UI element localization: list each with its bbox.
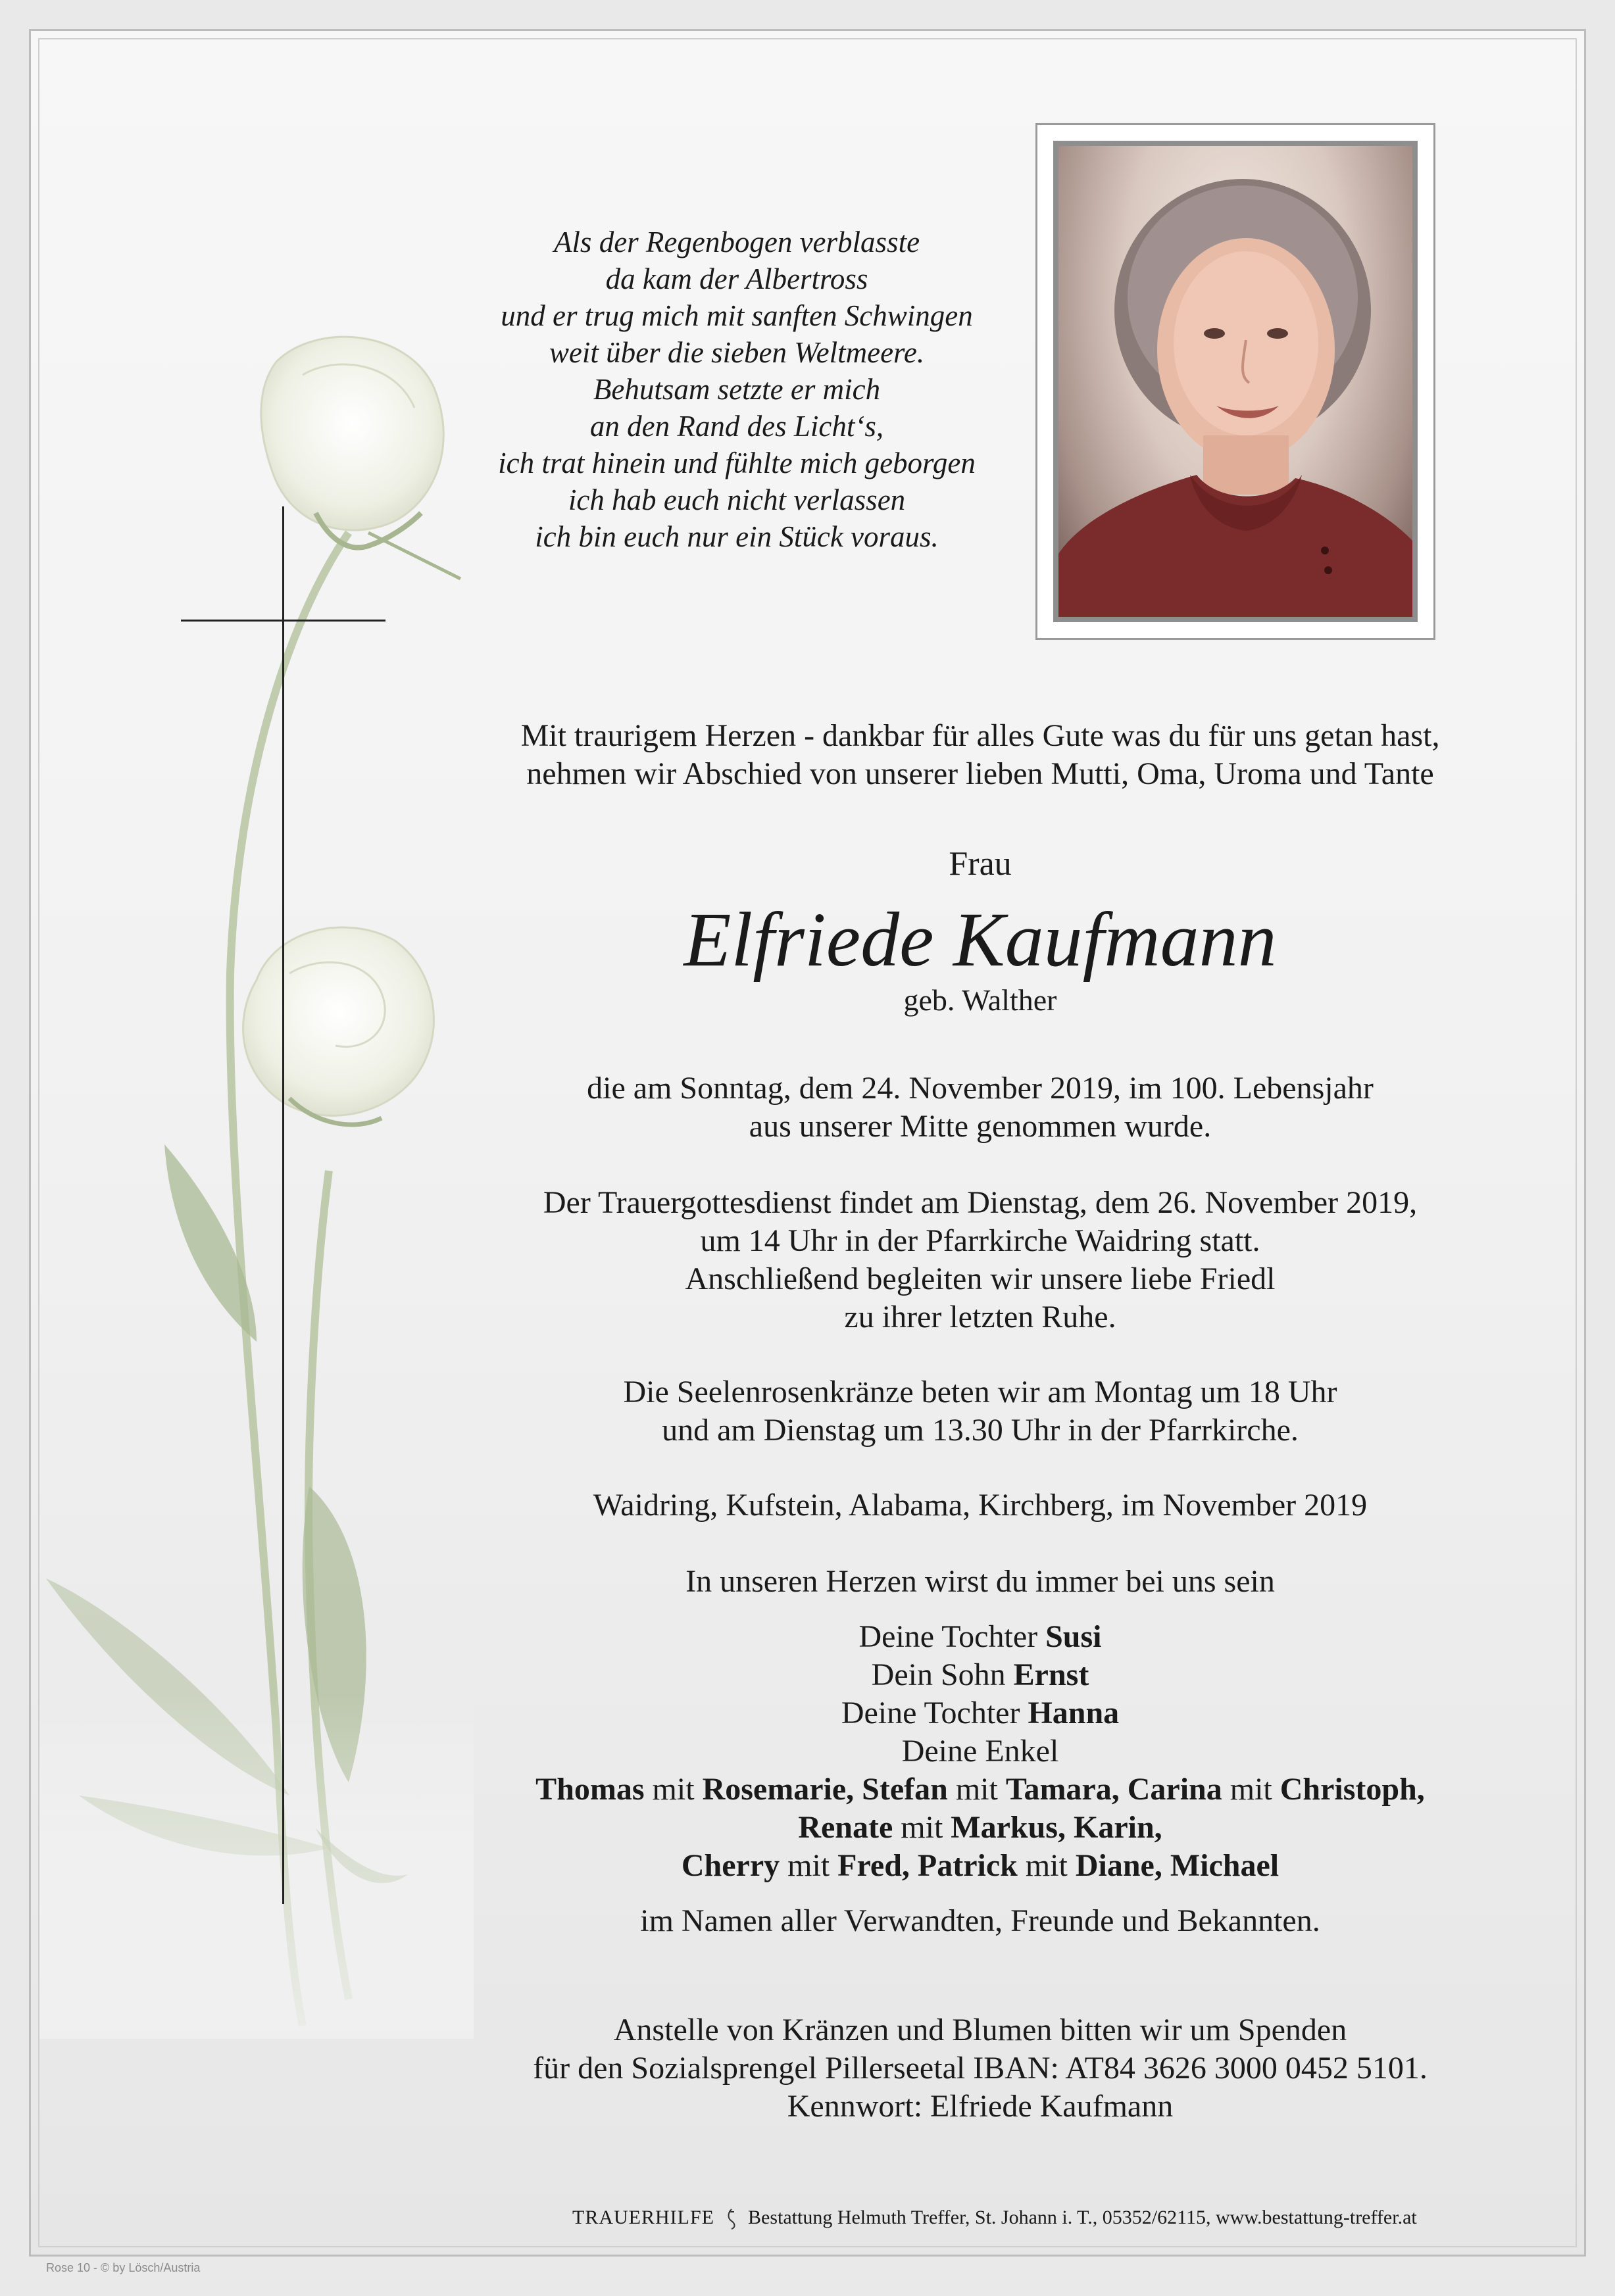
service-info bbox=[421, 1184, 1539, 1336]
family-name: Hanna bbox=[1028, 1696, 1120, 1730]
relatives-line bbox=[421, 1902, 1539, 1940]
poem-line: weit über die sieben Weltmeere. bbox=[549, 336, 925, 369]
cross-horizontal-bar bbox=[181, 620, 385, 622]
poem-line: da kam der Albertross bbox=[605, 262, 868, 295]
mit-word: mit bbox=[787, 1848, 830, 1883]
death-notice-line: die am Sonntag, dem 24. November 2019, im 100. Lebensjahr bbox=[587, 1071, 1374, 1106]
white-rose-illustration bbox=[39, 316, 474, 2039]
partner-name: Fred, Patrick bbox=[837, 1848, 1018, 1883]
service-line: zu ihrer letzten Ruhe. bbox=[844, 1300, 1116, 1334]
deceased-name: Elfriede Kaufmann bbox=[683, 896, 1277, 983]
rosary-line: Die Seelenrosenkränze beten wir am Montag um 18 Uhr bbox=[623, 1375, 1337, 1409]
poem-line: Behutsam setzte er mich bbox=[593, 373, 881, 406]
poem-line: Als der Regenbogen verblasste bbox=[553, 226, 920, 258]
partner-name: Markus, Karin, bbox=[951, 1810, 1162, 1845]
donation-line: Anstelle von Kränzen und Blumen bitten wir um Spenden bbox=[613, 2013, 1347, 2047]
place-date bbox=[421, 1486, 1539, 1525]
family-line bbox=[421, 1694, 1539, 1732]
mit-word: mit bbox=[652, 1772, 695, 1807]
rosary-line: und am Dienstag um 13.30 Uhr in der Pfarrkirche. bbox=[662, 1413, 1299, 1448]
death-notice-line: aus unserer Mitte genommen wurde. bbox=[749, 1109, 1212, 1144]
portrait-photo bbox=[1053, 141, 1418, 622]
poem-line: ich hab euch nicht verlassen bbox=[568, 483, 906, 516]
cross-vertical-bar bbox=[282, 506, 284, 1904]
family-line bbox=[421, 1656, 1539, 1694]
donation-line: für den Sozialsprengel Pillerseetal IBAN: AT84 3626 3000 0452 5101. bbox=[533, 2051, 1428, 2086]
partner-name: Rosemarie, bbox=[702, 1772, 855, 1807]
poem-line: ich trat hinein und fühlte mich geborgen bbox=[498, 447, 976, 479]
service-line: Der Trauergottesdienst findet am Dienstag, dem 26. November 2019, bbox=[543, 1185, 1418, 1220]
relation-label: Dein Sohn bbox=[871, 1657, 1006, 1692]
grandchildren-line bbox=[421, 1847, 1539, 1885]
intro-line: nehmen wir Abschied von unserer lieben Mutti, Oma, Uroma und Tante bbox=[526, 756, 1434, 791]
salutation: Frau bbox=[949, 845, 1012, 883]
poem-line: ich bin euch nur ein Stück voraus. bbox=[535, 520, 939, 553]
hearts-text: In unseren Herzen wirst du immer bei uns sein bbox=[685, 1564, 1275, 1599]
mit-word: mit bbox=[955, 1772, 998, 1807]
poem-line: und er trug mich mit sanften Schwingen bbox=[501, 299, 973, 332]
intro-text bbox=[421, 717, 1539, 793]
place-date-line: Waidring, Kufstein, Alabama, Kirchberg, im November 2019 bbox=[593, 1488, 1368, 1523]
memorial-poem bbox=[408, 224, 1066, 555]
family-name: Ernst bbox=[1013, 1657, 1089, 1692]
mit-word: mit bbox=[1230, 1772, 1272, 1807]
partner-name: Christoph, bbox=[1280, 1772, 1425, 1807]
grandchild-name: Renate bbox=[798, 1810, 893, 1845]
funeral-home-footer bbox=[572, 2207, 1417, 2230]
grandchild-name: Thomas bbox=[535, 1772, 645, 1807]
hearts-line bbox=[421, 1563, 1539, 1601]
mit-word: mit bbox=[1025, 1848, 1068, 1883]
grandchildren-label: Deine Enkel bbox=[901, 1734, 1059, 1769]
funeral-home-contact: Bestattung Helmuth Treffer, St. Johann i. T., 05352/62115, www.bestattung-treffer.at bbox=[748, 2207, 1417, 2228]
service-line: Anschließend begleiten wir unsere liebe Friedl bbox=[685, 1261, 1276, 1296]
grandchild-name: Carina bbox=[1127, 1772, 1222, 1807]
grandchild-name: Cherry bbox=[681, 1848, 780, 1883]
grandchild-name: Stefan bbox=[862, 1772, 948, 1807]
service-line: um 14 Uhr in der Pfarrkirche Waidring statt. bbox=[700, 1223, 1260, 1258]
grandchildren-line bbox=[421, 1771, 1539, 1809]
donation-line: Kennwort: Elfriede Kaufmann bbox=[787, 2089, 1174, 2124]
intro-line: Mit traurigem Herzen - dankbar für alles Gute was du für uns getan hast, bbox=[520, 718, 1440, 753]
grandchildren-line bbox=[421, 1809, 1539, 1847]
relation-label: Deine Tochter bbox=[841, 1696, 1020, 1730]
design-credit: Rose 10 - © by Lösch/Austria bbox=[46, 2261, 201, 2274]
relatives-text: im Namen aller Verwandten, Freunde und Bekannten. bbox=[640, 1903, 1320, 1938]
trauerhilfe-logo-text: TRAUERHILFE bbox=[572, 2207, 714, 2228]
rosary-info bbox=[421, 1373, 1539, 1450]
portrait-frame bbox=[1035, 123, 1435, 640]
family-list bbox=[421, 1618, 1539, 1885]
death-notice bbox=[421, 1069, 1539, 1146]
maiden-name: geb. Walther bbox=[903, 983, 1057, 1017]
partner-name: Tamara, bbox=[1005, 1772, 1120, 1807]
poem-line: an den Rand des Licht‘s, bbox=[589, 410, 884, 443]
family-line bbox=[421, 1618, 1539, 1656]
trauerhilfe-logo-icon bbox=[725, 2208, 738, 2230]
relation-label: Deine Tochter bbox=[858, 1619, 1038, 1654]
mit-word: mit bbox=[901, 1810, 943, 1845]
partner-name: Diane, Michael bbox=[1075, 1848, 1280, 1883]
donation-info bbox=[421, 2011, 1539, 2126]
family-name: Susi bbox=[1045, 1619, 1102, 1654]
